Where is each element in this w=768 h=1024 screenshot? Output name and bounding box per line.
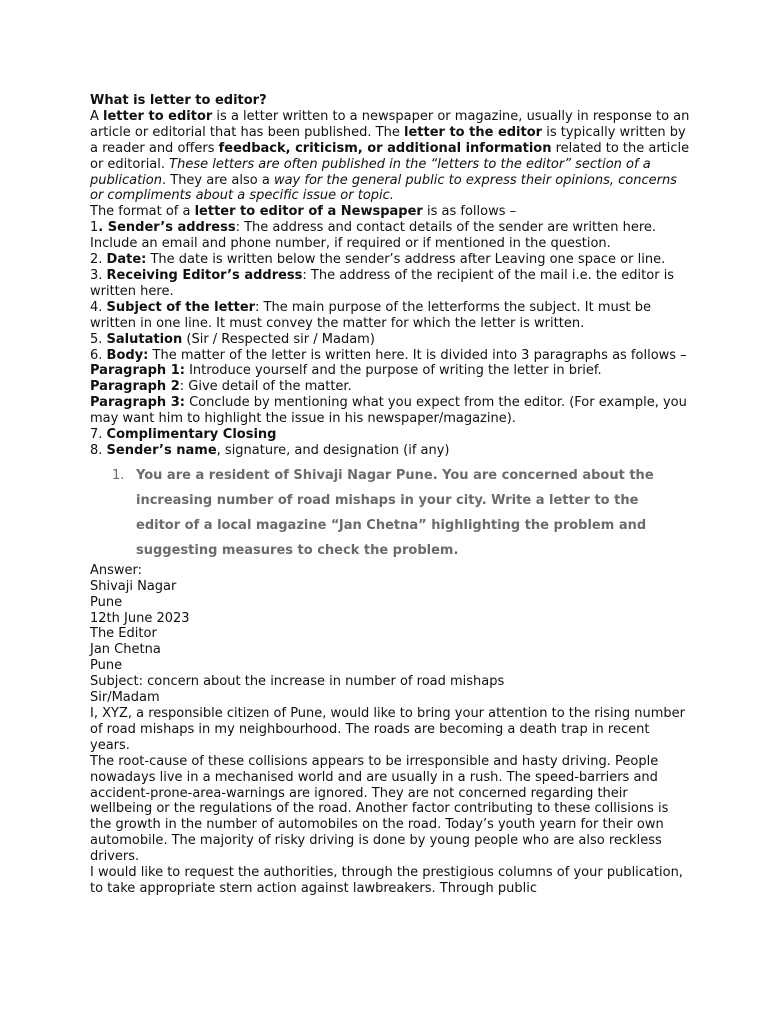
question-number: 1. <box>112 467 125 483</box>
address-line: Jan Chetna <box>90 642 161 658</box>
format-item: 2. Date: The date is written below the sender’s address after Leaving one space or line. <box>90 252 666 268</box>
address-line: The Editor <box>90 626 157 642</box>
intro-paragraph: A letter to editor is a letter written to a newspaper or magazine, usually in response to an article or editorial that has been published. The letter to the editor is typically written by a reader and offers feedback, criticism, or additional information related to the article or editorial. These letters are often published in the “letters to the editor” section of a publication. They are also a way for the general public to express their opinions, concerns or compliments about a specific issue or topic. <box>90 108 690 204</box>
body-paragraph-item: Paragraph 3: Conclude by mentioning what you expect from the editor. (For example, you may want him to highlight the issue in his newspaper/magazine). <box>90 395 687 427</box>
question-text: You are a resident of Shivaji Nagar Pune. You are concerned about the increasing number of road mishaps in your city. Write a letter to the editor of a local magazine “Jan Chetna” highlighting the problem and suggesting measures to check the problem. <box>136 467 654 558</box>
format-item: 4. Subject of the letter: The main purpose of the letterforms the subject. It must be written in one line. It must convey the matter for which the letter is written. <box>90 299 651 331</box>
address-line: Shivaji Nagar <box>90 578 177 594</box>
format-item: 6. Body: The matter of the letter is written here. It is divided into 3 paragraphs as follows – <box>90 347 687 363</box>
format-item: 7. Complimentary Closing <box>90 427 277 443</box>
heading: What is letter to editor? <box>90 93 267 108</box>
format-line: The format of a letter to editor of a Newspaper is as follows – <box>90 204 517 220</box>
salutation-line: Sir/Madam <box>90 690 160 706</box>
address-line: Pune <box>90 594 123 610</box>
letter-body-paragraph: I, XYZ, a responsible citizen of Pune, would like to bring your attention to the rising number of road mishaps in my neighbourhood. The roads are becoming a death trap in recent years. <box>90 706 685 753</box>
body-paragraph-item: Paragraph 2: Give detail of the matter. <box>90 379 352 395</box>
format-item: 1. Sender’s address: The address and contact details of the sender are written here. Include an email and phone number, if required or if mentioned in the question. <box>90 220 657 252</box>
question-item <box>90 463 690 563</box>
document-page <box>90 93 690 897</box>
date-line: 12th June 2023 <box>90 610 190 626</box>
letter-body-paragraph: I would like to request the authorities, through the prestigious columns of your publication, to take appropriate stern action against lawbreakers. Through public <box>90 865 683 896</box>
answer-label: Answer: <box>90 562 143 578</box>
format-item: 8. Sender’s name, signature, and designation (if any) <box>90 442 450 458</box>
subject-line: Subject: concern about the increase in number of road mishaps <box>90 674 505 690</box>
format-item: 5. Salutation (Sir / Respected sir / Madam) <box>90 331 375 347</box>
address-line: Pune <box>90 658 123 674</box>
body-paragraph-item: Paragraph 1: Introduce yourself and the purpose of writing the letter in brief. <box>90 363 602 379</box>
format-item: 3. Receiving Editor’s address: The address of the recipient of the mail i.e. the editor is written here. <box>90 267 675 299</box>
letter-body-paragraph: The root-cause of these collisions appears to be irresponsible and hasty driving. People nowadays live in a mechanised world and are usually in a rush. The speed-barriers and accident-prone-area-warnings are ignored. They are not concerned regarding their wellbeing or the regulations of the road. Another factor contributing to these collisions is the growth in the number of automobiles on the road. Today’s youth yearn for their own automobile. The majority of risky driving is done by young people who are also reckless drivers. <box>90 753 669 865</box>
